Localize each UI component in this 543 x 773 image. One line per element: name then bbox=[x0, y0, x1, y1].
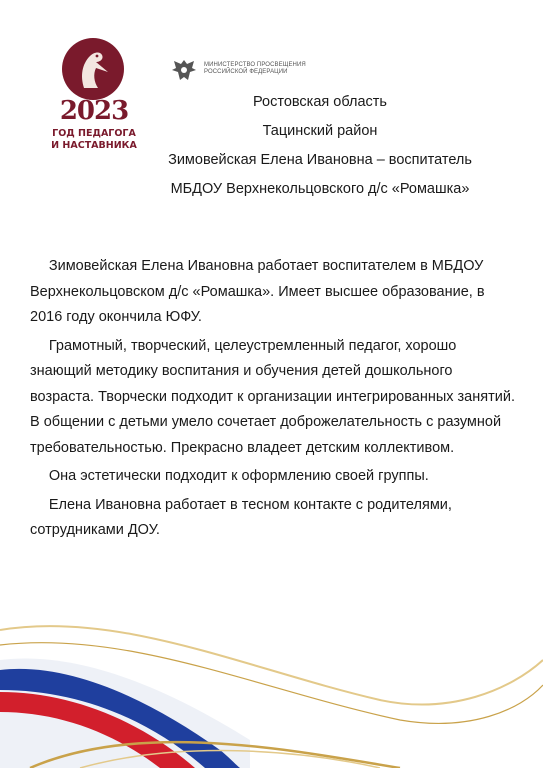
year-of-teacher-logo bbox=[50, 38, 138, 166]
double-headed-eagle-icon bbox=[168, 56, 200, 84]
document-body bbox=[30, 254, 516, 547]
ministry-logo bbox=[168, 56, 328, 84]
paragraph: Она эстетически подходит к оформлению своей группы. bbox=[48, 468, 429, 484]
paragraph: Грамотный, творческий, целеустремленный педагог, хорошо знающий методику воспитания и обучения детей дошкольного возраста. Творчески подходит к организации интегрированных занятий. В общении с детьми умело сочетает доброжелательность с разумной требовательностью. Прекрасно владеет детским коллективом. bbox=[30, 337, 515, 456]
ministry-name bbox=[204, 62, 306, 76]
pelican-icon bbox=[62, 38, 124, 100]
person: Зимовейская Елена Ивановна – воспитатель bbox=[168, 152, 472, 168]
tricolor-ribbon-decoration bbox=[0, 600, 543, 768]
logo-caption bbox=[50, 128, 138, 152]
paragraph: Елена Ивановна работает в тесном контакте с родителями, сотрудниками ДОУ. bbox=[30, 496, 452, 538]
paragraph: Зимовейская Елена Ивановна работает воспитателем в МБДОУ Верхнекольцовском д/с «Ромашка». Имеет высшее образование, в 2016 году окончила ЮФУ. bbox=[30, 258, 485, 325]
district: Тацинский район bbox=[262, 123, 378, 139]
logo-year: 2023 bbox=[59, 96, 129, 126]
logo-caption-line2: И НАСТАВНИКА bbox=[51, 140, 137, 151]
region: Ростовская область bbox=[253, 94, 387, 110]
institution: МБДОУ Верхнекольцовского д/с «Ромашка» bbox=[170, 181, 470, 197]
ministry-line1: МИНИСТЕРСТВО ПРОСВЕЩЕНИЯ bbox=[204, 62, 306, 68]
logo-caption-line1: ГОД ПЕДАГОГА bbox=[52, 128, 136, 139]
document-header bbox=[160, 88, 480, 204]
ministry-line2: РОССИЙСКОЙ ФЕДЕРАЦИИ bbox=[204, 69, 288, 75]
